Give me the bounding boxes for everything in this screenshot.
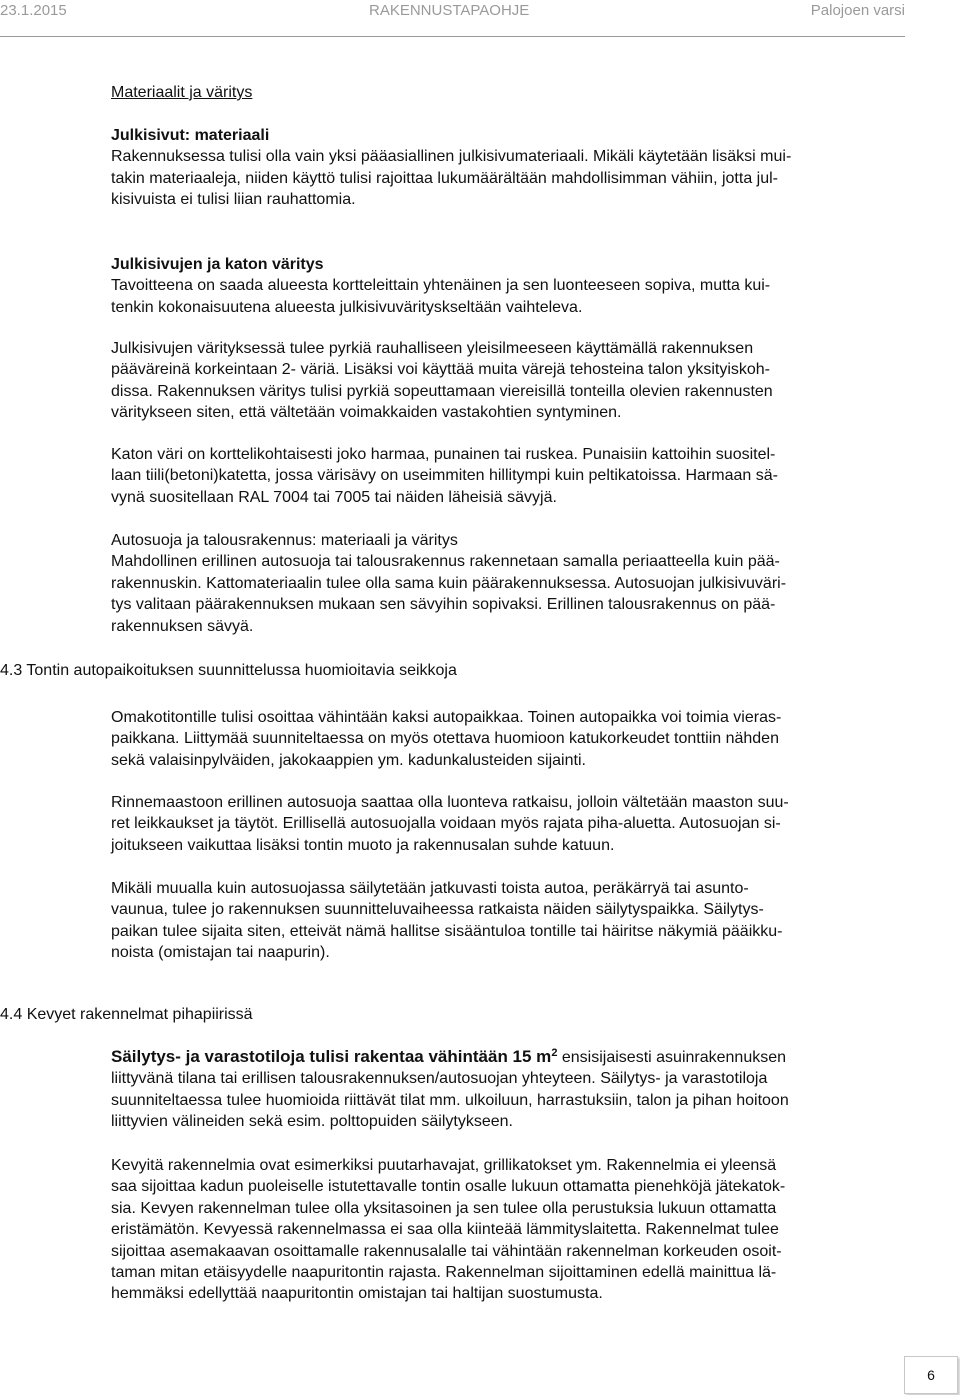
storage-paragraph bbox=[111, 1046, 883, 1133]
text-line: Rakennuksessa tulisi olla vain yksi pääasiallinen julkisivumateriaali. Mikäli käytetään lisäksi mui- bbox=[111, 148, 792, 166]
materials-heading: Materiaalit ja väritys bbox=[111, 84, 253, 101]
text-line: laan tiili(betoni)katetta, jossa värisävy on useimmiten hillitympi kuin peltikatoissa. Harmaan sä- bbox=[111, 467, 778, 485]
storage-lead-rest: ensisijaisesti asuinrakennuksen bbox=[557, 1049, 787, 1066]
page-header bbox=[0, 0, 905, 37]
header-date: 23.1.2015 bbox=[0, 2, 67, 19]
roof-paragraph bbox=[111, 444, 883, 508]
text-line: Mikäli muualla kuin autosuojassa säilytetään jatkuvasti toista autoa, peräkärryä tai asunto- bbox=[111, 880, 749, 897]
page-number: 6 bbox=[904, 1356, 958, 1394]
text-line: vaunua, tulee jo rakennuksen suunnitteluvaiheessa ratkaista näiden säilytyspaikka. Säilytys- bbox=[111, 901, 764, 919]
text-line: Julkisivujen värityksessä tulee pyrkiä rauhalliseen yleisilmeeseen käyttämällä rakennuksen bbox=[111, 340, 754, 357]
light-structures-paragraph bbox=[111, 1155, 883, 1305]
text-line: paikan tulee sijaita siten, etteivät nämä hallitse sisääntuloa tontille tai häiritse näkymiä pääikku- bbox=[111, 922, 783, 940]
color-paragraph bbox=[111, 254, 883, 318]
text-line: väritykseen siten, että vältetään voimakkaiden vastakohtien syntyminen. bbox=[111, 404, 622, 422]
garage-heading: Autosuoja ja talousrakennus: materiaali ja väritys bbox=[111, 532, 458, 549]
parking-paragraph-3 bbox=[111, 878, 883, 964]
storage-lead-bold: Säilytys- ja varastotiloja tulisi rakentaa vähintään 15 m bbox=[111, 1047, 552, 1066]
color-paragraph-2 bbox=[111, 338, 883, 424]
text-line: sijoittaa asemakaavan osoittamalle rakennusalalle tai vähintään rakennelman korkeuden osoit- bbox=[111, 1242, 782, 1260]
parking-paragraph-1 bbox=[111, 707, 883, 771]
materials-heading-block bbox=[111, 82, 883, 103]
text-line: Omakotitontille tulisi osoittaa vähintään kaksi autopaikkaa. Toinen autopaikka voi toimia vieras- bbox=[111, 709, 782, 726]
color-heading: Julkisivujen ja katon väritys bbox=[111, 256, 324, 273]
garage-paragraph bbox=[111, 530, 883, 637]
text-line: liittyvänä tilana tai erillisen talousrakennuksen/autosuojan yhteyteen. Säilytys- ja varastotiloja bbox=[111, 1070, 768, 1088]
section-heading-4-4: 4.4 Kevyet rakennelmat pihapiirissä bbox=[0, 1006, 253, 1023]
text-line: Tavoitteena on saada alueesta kortteleittain yhtenäinen ja sen luonteeseen sopiva, mutta kui- bbox=[111, 277, 771, 295]
text-line: tenkin kokonaisuutena alueesta julkisivuvärityskseltään vaihteleva. bbox=[111, 298, 583, 316]
text-line: sekä valaisinpylväiden, jakokaappien ym. kadunkalusteiden sijainti. bbox=[111, 751, 586, 769]
text-line: Katon väri on korttelikohtaisesti joko harmaa, punainen tai ruskea. Punaisiin kattoihin suositel- bbox=[111, 446, 776, 463]
storage-lead-sup: 2 bbox=[551, 1047, 558, 1059]
text-line: eristämätön. Kevyessä rakennelmassa ei saa olla kiinteää lämmityslaitetta. Rakennelmat tulee bbox=[111, 1221, 779, 1239]
text-line: ret leikkaukset ja täytöt. Erillisellä autosuojalla voidaan myös rajata piha-aluetta. Autosuojan si- bbox=[111, 815, 781, 833]
text-line: pääväreinä korkeintaan 2- väriä. Lisäksi voi käyttää muita värejä tehosteina talon yksityiskoh- bbox=[111, 361, 770, 379]
storage-lead-line bbox=[111, 1046, 883, 1068]
text-line: takin materiaaleja, niiden käyttö tulisi rajoittaa lukumäärältään mahdollisimman vähiin, jotta jul- bbox=[111, 169, 778, 187]
header-project: Palojoen varsi bbox=[810, 2, 905, 19]
facade-heading: Julkisivut: materiaali bbox=[111, 127, 270, 144]
text-line: liittyvien välineiden sekä esim. polttopuiden säilytykseen. bbox=[111, 1113, 513, 1131]
text-line: joitukseen vaikuttaa lisäksi tontin muoto ja rakennusalan suhde katuun. bbox=[111, 836, 615, 854]
text-line: saa sijoittaa kadun puoleiselle istutettavalle tontin osalle lukuun ottamatta pienehköjä jätekatok- bbox=[111, 1178, 786, 1196]
section-heading-4-3: 4.3 Tontin autopaikoituksen suunnittelussa huomioitavia seikkoja bbox=[0, 662, 457, 679]
text-line: sia. Kevyen rakennelman tulee olla yksitasoinen ja sen tulee olla perustuksia lukuun ottamatta bbox=[111, 1199, 777, 1217]
text-line: dissa. Rakennuksen väritys tulisi pyrkiä sopeuttamaan viereisillä tonteilla olevien rakennusten bbox=[111, 382, 773, 400]
text-line: kisivuista ei tulisi liian rauhattomia. bbox=[111, 191, 356, 209]
text-line: rakennuskin. Kattomateriaalin tulee olla sama kuin päärakennuksessa. Autosuojan julkisivuväri- bbox=[111, 574, 787, 592]
text-line: Kevyitä rakennelmia ovat esimerkiksi puutarhavajat, grillikatokset ym. Rakennelmia ei yleensä bbox=[111, 1157, 777, 1174]
text-line: paikkana. Liittymää suunniteltaessa on myös otettava huomioon katukorkeudet tonttiin nähden bbox=[111, 730, 779, 748]
text-line: noista (omistajan tai naapurin). bbox=[111, 944, 330, 962]
text-line: taman mitan etäisyydelle naapuritontin rajasta. Rakennelman sijoittaminen edellä mainittua lä- bbox=[111, 1264, 777, 1282]
text-line: vynä suositellaan RAL 7004 tai 7005 tai näiden läheisiä sävyjä. bbox=[111, 488, 557, 506]
facade-material-paragraph bbox=[111, 125, 883, 211]
text-line: rakennuksen sävyä. bbox=[111, 617, 254, 635]
parking-paragraph-2 bbox=[111, 792, 883, 856]
header-title: RAKENNUSTAPAOHJE bbox=[369, 2, 530, 19]
text-line: Rinnemaastoon erillinen autosuoja saattaa olla luonteva ratkaisu, jolloin vältetään maaston suu- bbox=[111, 794, 789, 811]
text-line: suunniteltaessa tulee huomioida riittävät tilat mm. ulkoiluun, harrastuksiin, talon ja pihan hoitoon bbox=[111, 1091, 789, 1109]
text-line: hemmäksi edellyttää naapuritontin omistajan tai haltijan suostumusta. bbox=[111, 1285, 603, 1303]
text-line: tys valitaan päärakennuksen mukaan sen sävyihin sopivaksi. Erillinen talousrakennus on pää- bbox=[111, 596, 776, 614]
text-line: Mahdollinen erillinen autosuoja tai talousrakennus rakennetaan samalla periaatteella kuin pää- bbox=[111, 553, 780, 571]
